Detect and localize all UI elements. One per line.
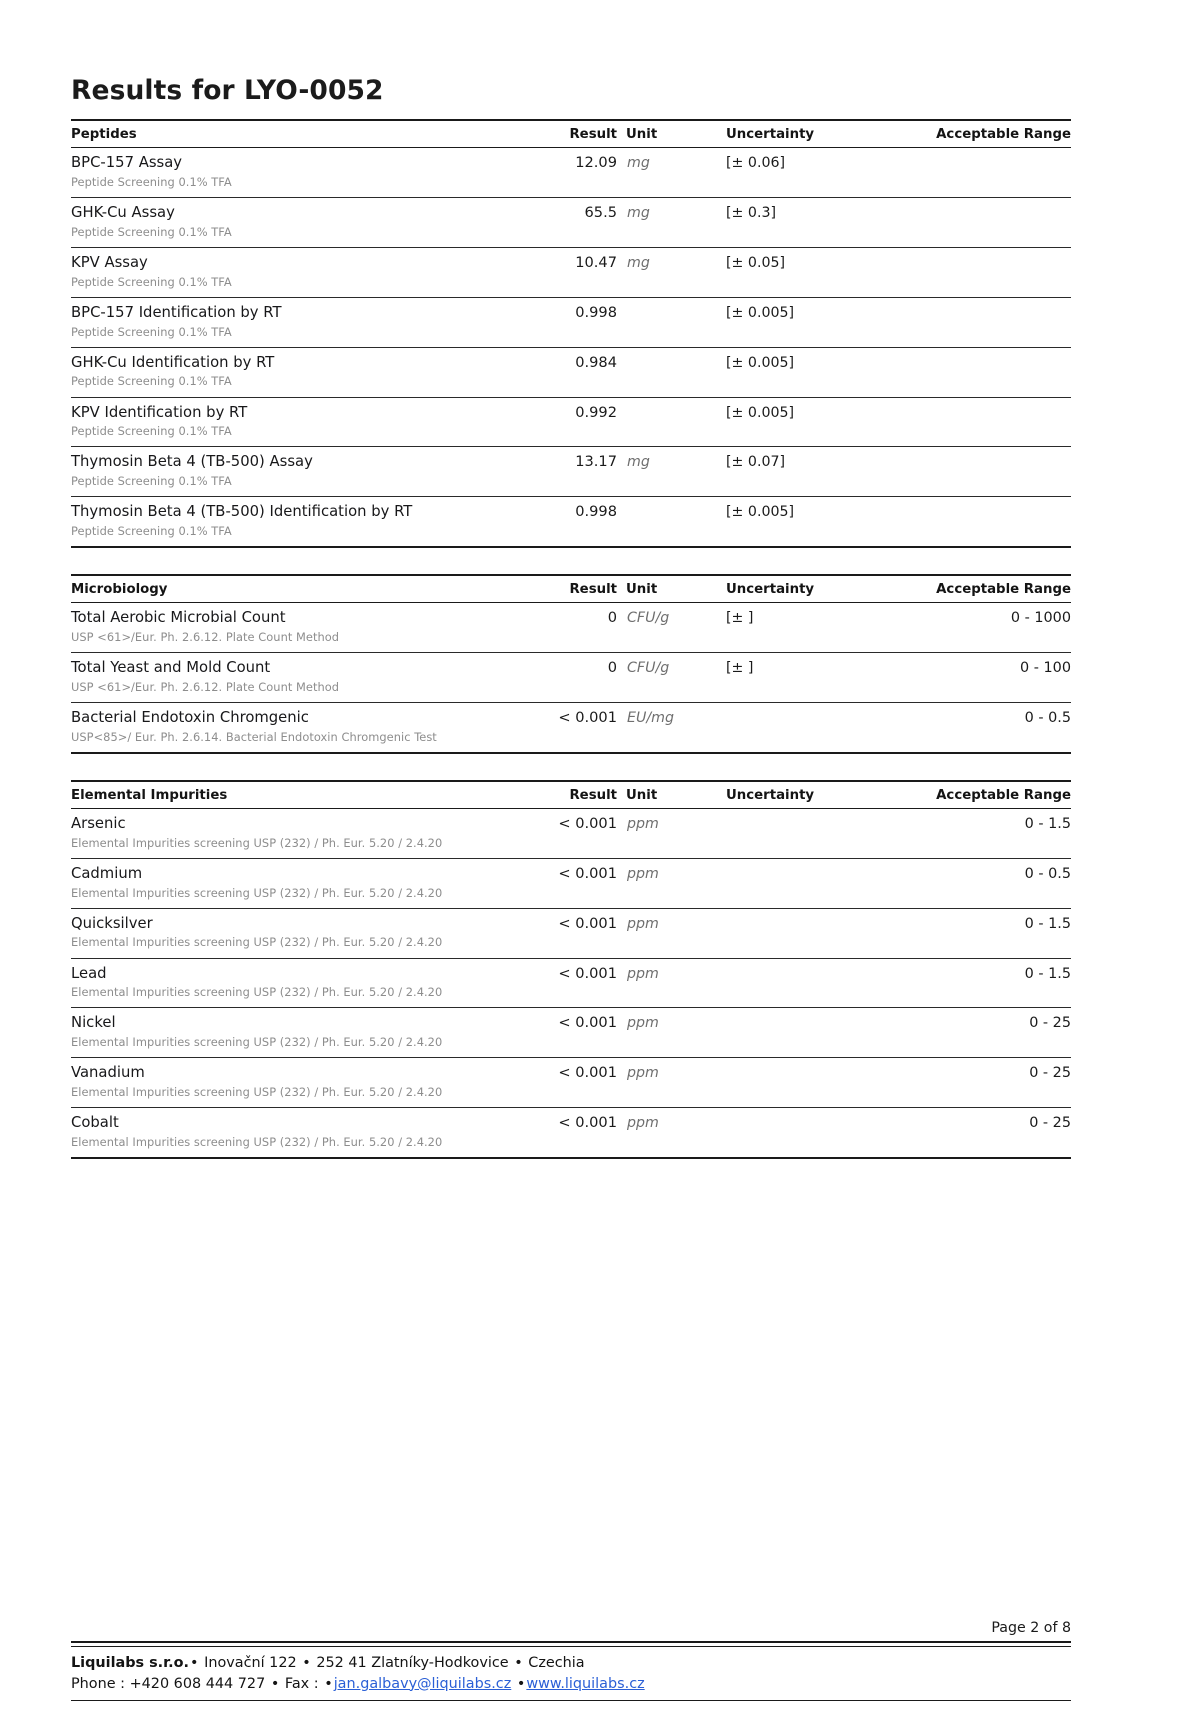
acceptable-range-value: 0 - 0.5 — [911, 702, 1071, 752]
uncertainty-value: [± 0.005] — [726, 297, 911, 347]
table-row — [71, 347, 1071, 397]
uncertainty-value: [± 0.3] — [726, 198, 911, 248]
table-row — [71, 908, 1071, 958]
analyte-cell — [71, 447, 511, 497]
analyte-name: GHK-Cu Identification by RT — [71, 353, 275, 371]
analyte-name: BPC-157 Assay — [71, 154, 183, 172]
acceptable-range-value — [911, 198, 1071, 248]
analyte-cell — [71, 908, 511, 958]
result-value: < 0.001 — [511, 809, 626, 859]
section-heading: Elemental Impurities — [71, 781, 511, 809]
analyte-method: Elemental Impurities screening USP (232) / Ph. Eur. 5.20 / 2.4.20 — [71, 1084, 443, 1099]
result-value: < 0.001 — [511, 908, 626, 958]
footer-country: Czechia — [528, 1655, 585, 1672]
uncertainty-value — [726, 809, 911, 859]
acceptable-range-value: 0 - 25 — [911, 1108, 1071, 1158]
analyte-method: Peptide Screening 0.1% TFA — [71, 374, 232, 389]
column-header-unit: Unit — [626, 781, 726, 809]
table-row — [71, 497, 1071, 547]
acceptable-range-value — [911, 447, 1071, 497]
footer-bottom-divider — [71, 1700, 1071, 1701]
analyte-cell — [71, 297, 511, 347]
result-value: 12.09 — [511, 148, 626, 198]
section-heading: Peptides — [71, 120, 511, 148]
column-header-result: Result — [511, 575, 626, 603]
acceptable-range-value — [911, 347, 1071, 397]
bullet-separator-1: • — [190, 1655, 199, 1672]
column-header-result: Result — [511, 120, 626, 148]
table-header-row — [71, 575, 1071, 603]
table-row — [71, 397, 1071, 447]
result-value: 0 — [511, 653, 626, 703]
analyte-method: Elemental Impurities screening USP (232) / Ph. Eur. 5.20 / 2.4.20 — [71, 1134, 443, 1149]
footer-divider — [71, 1641, 1071, 1647]
acceptable-range-value: 0 - 25 — [911, 1008, 1071, 1058]
page-indicator: Page 2 of 8 — [991, 1620, 1071, 1637]
results-table — [71, 574, 1071, 754]
results-tables — [71, 119, 1123, 1159]
analyte-cell — [71, 198, 511, 248]
uncertainty-value — [726, 1058, 911, 1108]
table-row — [71, 858, 1071, 908]
bullet-separator-6: • — [516, 1675, 526, 1692]
uncertainty-value — [726, 958, 911, 1008]
section-heading: Microbiology — [71, 575, 511, 603]
analyte-name: KPV Assay — [71, 254, 148, 272]
uncertainty-value — [726, 858, 911, 908]
bullet-separator-5: • — [324, 1675, 333, 1692]
result-value: 65.5 — [511, 198, 626, 248]
analyte-name: Lead — [71, 964, 107, 982]
page-title: Results for LYO-0052 — [71, 75, 384, 106]
unit-value: mg — [626, 148, 726, 198]
uncertainty-value — [726, 908, 911, 958]
unit-value — [626, 347, 726, 397]
column-header-uncertainty: Uncertainty — [726, 120, 911, 148]
analyte-cell — [71, 248, 511, 298]
table-row — [71, 702, 1071, 752]
analyte-method: Peptide Screening 0.1% TFA — [71, 175, 232, 190]
unit-value: CFU/g — [626, 603, 726, 653]
analyte-method: Elemental Impurities screening USP (232) / Ph. Eur. 5.20 / 2.4.20 — [71, 985, 443, 1000]
analyte-cell — [71, 1108, 511, 1158]
column-header-acceptable-range: Acceptable Range — [911, 575, 1071, 603]
uncertainty-value: [± 0.005] — [726, 347, 911, 397]
unit-value — [626, 497, 726, 547]
uncertainty-value: [± 0.005] — [726, 497, 911, 547]
unit-value — [626, 297, 726, 347]
analyte-name: GHK-Cu Assay — [71, 204, 175, 222]
acceptable-range-value — [911, 497, 1071, 547]
unit-value: ppm — [626, 1058, 726, 1108]
column-header-uncertainty: Uncertainty — [726, 575, 911, 603]
uncertainty-value: [± 0.06] — [726, 148, 911, 198]
unit-value: ppm — [626, 858, 726, 908]
analyte-name: BPC-157 Identification by RT — [71, 303, 282, 321]
result-value: 0.992 — [511, 397, 626, 447]
table-row — [71, 603, 1071, 653]
table-row — [71, 653, 1071, 703]
table-header-row — [71, 120, 1071, 148]
column-header-unit: Unit — [626, 120, 726, 148]
analyte-method: Peptide Screening 0.1% TFA — [71, 424, 232, 439]
bullet-separator-2: • — [302, 1655, 311, 1672]
analyte-name: Bacterial Endotoxin Chromgenic — [71, 708, 309, 726]
results-table — [71, 119, 1071, 548]
analyte-name: Cobalt — [71, 1114, 119, 1132]
uncertainty-value — [726, 1008, 911, 1058]
page-footer — [71, 1620, 1071, 1701]
uncertainty-value: [± ] — [726, 603, 911, 653]
uncertainty-value: [± 0.05] — [726, 248, 911, 298]
analyte-name: Thymosin Beta 4 (TB-500) Assay — [71, 453, 313, 471]
analyte-method: Elemental Impurities screening USP (232) / Ph. Eur. 5.20 / 2.4.20 — [71, 885, 443, 900]
bullet-separator-3: • — [514, 1655, 523, 1672]
uncertainty-value: [± 0.005] — [726, 397, 911, 447]
unit-value: ppm — [626, 1108, 726, 1158]
table-row — [71, 1008, 1071, 1058]
analyte-cell — [71, 347, 511, 397]
analyte-method: USP <61>/Eur. Ph. 2.6.12. Plate Count Method — [71, 679, 340, 694]
analyte-method: Peptide Screening 0.1% TFA — [71, 224, 232, 239]
result-value: < 0.001 — [511, 958, 626, 1008]
uncertainty-value — [726, 1108, 911, 1158]
table-header-row — [71, 781, 1071, 809]
analyte-method: USP<85>/ Eur. Ph. 2.6.14. Bacterial Endotoxin Chromgenic Test — [71, 729, 437, 744]
unit-value: ppm — [626, 958, 726, 1008]
unit-value: CFU/g — [626, 653, 726, 703]
column-header-unit: Unit — [626, 575, 726, 603]
analyte-name: Vanadium — [71, 1064, 145, 1082]
analyte-method: Elemental Impurities screening USP (232) / Ph. Eur. 5.20 / 2.4.20 — [71, 1035, 443, 1050]
footer-phone: Phone : +420 608 444 727 — [71, 1675, 266, 1692]
analyte-name: Arsenic — [71, 815, 126, 833]
uncertainty-value: [± ] — [726, 653, 911, 703]
unit-value: mg — [626, 248, 726, 298]
acceptable-range-value — [911, 148, 1071, 198]
acceptable-range-value — [911, 297, 1071, 347]
acceptable-range-value: 0 - 1000 — [911, 603, 1071, 653]
table-row — [71, 248, 1071, 298]
analyte-method: Peptide Screening 0.1% TFA — [71, 474, 232, 489]
analyte-name: Cadmium — [71, 864, 143, 882]
page-content — [71, 76, 1123, 1159]
table-row — [71, 447, 1071, 497]
table-row — [71, 1058, 1071, 1108]
analyte-name: Nickel — [71, 1014, 116, 1032]
analyte-cell — [71, 1058, 511, 1108]
acceptable-range-value: 0 - 1.5 — [911, 958, 1071, 1008]
analyte-cell — [71, 497, 511, 547]
results-table — [71, 780, 1071, 1159]
unit-value: ppm — [626, 809, 726, 859]
result-value: < 0.001 — [511, 858, 626, 908]
result-value: < 0.001 — [511, 1058, 626, 1108]
acceptable-range-value: 0 - 1.5 — [911, 908, 1071, 958]
unit-value — [626, 397, 726, 447]
analyte-name: Quicksilver — [71, 914, 153, 932]
acceptable-range-value: 0 - 1.5 — [911, 809, 1071, 859]
acceptable-range-value: 0 - 25 — [911, 1058, 1071, 1108]
analyte-method: USP <61>/Eur. Ph. 2.6.12. Plate Count Method — [71, 630, 340, 644]
analyte-cell — [71, 858, 511, 908]
acceptable-range-value: 0 - 0.5 — [911, 858, 1071, 908]
unit-value: ppm — [626, 1008, 726, 1058]
column-header-acceptable-range: Acceptable Range — [911, 120, 1071, 148]
result-value: < 0.001 — [511, 702, 626, 752]
result-value: 10.47 — [511, 248, 626, 298]
analyte-name: Thymosin Beta 4 (TB-500) Identification by RT — [71, 503, 413, 521]
result-value: 13.17 — [511, 447, 626, 497]
analyte-cell — [71, 958, 511, 1008]
analyte-name: Total Aerobic Microbial Count — [71, 609, 286, 627]
analyte-method: Elemental Impurities screening USP (232) / Ph. Eur. 5.20 / 2.4.20 — [71, 935, 443, 950]
analyte-cell — [71, 603, 511, 653]
result-value: < 0.001 — [511, 1008, 626, 1058]
bullet-separator-4: • — [270, 1675, 280, 1692]
company-name: Liquilabs s.r.o. — [71, 1655, 189, 1672]
analyte-method: Peptide Screening 0.1% TFA — [71, 523, 232, 538]
footer-email-link[interactable]: jan.galbavy@liquilabs.cz — [333, 1675, 512, 1692]
analyte-method: Peptide Screening 0.1% TFA — [71, 274, 232, 289]
analyte-method: Peptide Screening 0.1% TFA — [71, 324, 232, 339]
result-value: 0.984 — [511, 347, 626, 397]
analyte-cell — [71, 397, 511, 447]
acceptable-range-value: 0 - 100 — [911, 653, 1071, 703]
table-row — [71, 1108, 1071, 1158]
analyte-cell — [71, 653, 511, 703]
table-row — [71, 198, 1071, 248]
analyte-method: Elemental Impurities screening USP (232) / Ph. Eur. 5.20 / 2.4.20 — [71, 835, 443, 850]
footer-website-link[interactable]: www.liquilabs.cz — [526, 1675, 645, 1692]
unit-value: mg — [626, 447, 726, 497]
table-row — [71, 809, 1071, 859]
result-value: 0.998 — [511, 497, 626, 547]
acceptable-range-value — [911, 248, 1071, 298]
acceptable-range-value — [911, 397, 1071, 447]
unit-value: mg — [626, 198, 726, 248]
unit-value: ppm — [626, 908, 726, 958]
footer-street: Inovační 122 — [204, 1655, 297, 1672]
analyte-cell — [71, 1008, 511, 1058]
unit-value: EU/mg — [626, 702, 726, 752]
footer-address-line — [71, 1653, 1071, 1673]
column-header-result: Result — [511, 781, 626, 809]
analyte-name: KPV Identification by RT — [71, 403, 248, 421]
column-header-uncertainty: Uncertainty — [726, 781, 911, 809]
footer-fax: Fax : — [284, 1675, 319, 1692]
footer-postal-city: 252 41 Zlatníky-Hodkovice — [316, 1655, 509, 1672]
analyte-cell — [71, 148, 511, 198]
footer-contact-line — [71, 1674, 1071, 1694]
column-header-acceptable-range: Acceptable Range — [911, 781, 1071, 809]
result-value: < 0.001 — [511, 1108, 626, 1158]
table-row — [71, 297, 1071, 347]
analyte-name: Total Yeast and Mold Count — [71, 659, 271, 677]
analyte-cell — [71, 809, 511, 859]
table-row — [71, 958, 1071, 1008]
result-value: 0.998 — [511, 297, 626, 347]
table-row — [71, 148, 1071, 198]
uncertainty-value: [± 0.07] — [726, 447, 911, 497]
uncertainty-value — [726, 702, 911, 752]
result-value: 0 — [511, 603, 626, 653]
analyte-cell — [71, 702, 511, 752]
